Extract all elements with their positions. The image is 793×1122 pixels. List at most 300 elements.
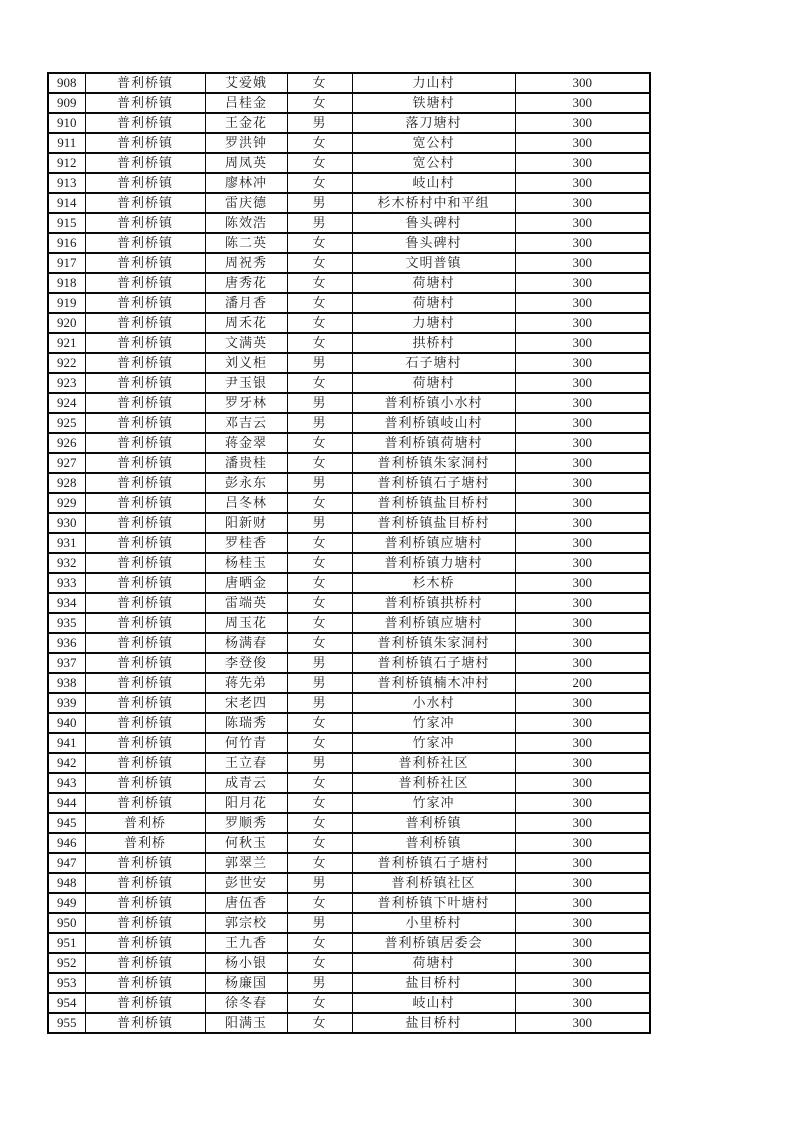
cell-gender: 女 xyxy=(287,313,352,333)
cell-gender: 男 xyxy=(287,753,352,773)
cell-gender: 男 xyxy=(287,673,352,693)
cell-town: 普利桥镇 xyxy=(85,953,205,973)
cell-gender: 女 xyxy=(287,593,352,613)
table-row xyxy=(48,413,650,433)
cell-serial: 933 xyxy=(48,573,85,593)
cell-amount: 300 xyxy=(515,753,650,773)
cell-amount: 300 xyxy=(515,953,650,973)
cell-person-name: 罗洪钟 xyxy=(205,133,287,153)
cell-serial: 931 xyxy=(48,533,85,553)
cell-town: 普利桥镇 xyxy=(85,313,205,333)
cell-town: 普利桥镇 xyxy=(85,493,205,513)
cell-town: 普利桥镇 xyxy=(85,373,205,393)
table-row xyxy=(48,873,650,893)
cell-village: 普利桥镇岐山村 xyxy=(352,413,515,433)
cell-town: 普利桥镇 xyxy=(85,153,205,173)
table-row xyxy=(48,313,650,333)
cell-town: 普利桥镇 xyxy=(85,613,205,633)
cell-gender: 女 xyxy=(287,553,352,573)
cell-gender: 男 xyxy=(287,653,352,673)
cell-gender: 男 xyxy=(287,873,352,893)
cell-person-name: 郭翠兰 xyxy=(205,853,287,873)
cell-gender: 女 xyxy=(287,893,352,913)
cell-gender: 女 xyxy=(287,633,352,653)
cell-village: 盐目桥村 xyxy=(352,973,515,993)
cell-gender: 女 xyxy=(287,493,352,513)
cell-serial: 948 xyxy=(48,873,85,893)
cell-amount: 300 xyxy=(515,873,650,893)
cell-village: 杉木桥村中和平组 xyxy=(352,193,515,213)
cell-amount: 300 xyxy=(515,393,650,413)
cell-amount: 300 xyxy=(515,113,650,133)
cell-gender: 女 xyxy=(287,73,352,93)
cell-serial: 918 xyxy=(48,273,85,293)
cell-gender: 女 xyxy=(287,433,352,453)
cell-town: 普利桥 xyxy=(85,813,205,833)
cell-town: 普利桥镇 xyxy=(85,993,205,1013)
table-row xyxy=(48,633,650,653)
cell-amount: 300 xyxy=(515,813,650,833)
cell-serial: 946 xyxy=(48,833,85,853)
cell-gender: 女 xyxy=(287,713,352,733)
table-body xyxy=(48,73,650,1033)
cell-village: 普利桥镇石子塘村 xyxy=(352,473,515,493)
table-row xyxy=(48,593,650,613)
cell-town: 普利桥镇 xyxy=(85,353,205,373)
cell-amount: 300 xyxy=(515,1013,650,1033)
cell-village: 岐山村 xyxy=(352,993,515,1013)
cell-town: 普利桥镇 xyxy=(85,133,205,153)
cell-serial: 917 xyxy=(48,253,85,273)
cell-person-name: 陈效浩 xyxy=(205,213,287,233)
cell-serial: 938 xyxy=(48,673,85,693)
cell-person-name: 杨桂玉 xyxy=(205,553,287,573)
table-row xyxy=(48,93,650,113)
cell-village: 普利桥镇下叶塘村 xyxy=(352,893,515,913)
table-row xyxy=(48,753,650,773)
cell-town: 普利桥镇 xyxy=(85,453,205,473)
cell-person-name: 阳月花 xyxy=(205,793,287,813)
cell-serial: 912 xyxy=(48,153,85,173)
cell-gender: 女 xyxy=(287,233,352,253)
cell-town: 普利桥镇 xyxy=(85,293,205,313)
table-row xyxy=(48,153,650,173)
cell-gender: 女 xyxy=(287,533,352,553)
cell-serial: 939 xyxy=(48,693,85,713)
cell-village: 荷塘村 xyxy=(352,273,515,293)
cell-gender: 女 xyxy=(287,813,352,833)
cell-serial: 949 xyxy=(48,893,85,913)
cell-person-name: 邓吉云 xyxy=(205,413,287,433)
cell-town: 普利桥镇 xyxy=(85,113,205,133)
cell-amount: 300 xyxy=(515,553,650,573)
table-row xyxy=(48,113,650,133)
cell-village: 普利桥镇拱桥村 xyxy=(352,593,515,613)
cell-gender: 女 xyxy=(287,373,352,393)
cell-amount: 300 xyxy=(515,413,650,433)
cell-amount: 300 xyxy=(515,653,650,673)
cell-village: 普利桥社区 xyxy=(352,773,515,793)
cell-serial: 932 xyxy=(48,553,85,573)
cell-person-name: 阳满玉 xyxy=(205,1013,287,1033)
cell-town: 普利桥镇 xyxy=(85,233,205,253)
cell-village: 鲁头碑村 xyxy=(352,213,515,233)
cell-person-name: 艾爱娥 xyxy=(205,73,287,93)
table-row xyxy=(48,793,650,813)
cell-person-name: 陈二英 xyxy=(205,233,287,253)
cell-town: 普利桥镇 xyxy=(85,873,205,893)
cell-gender: 女 xyxy=(287,1013,352,1033)
cell-gender: 女 xyxy=(287,253,352,273)
cell-village: 普利桥镇小水村 xyxy=(352,393,515,413)
cell-amount: 300 xyxy=(515,693,650,713)
cell-town: 普利桥镇 xyxy=(85,633,205,653)
cell-person-name: 周祝秀 xyxy=(205,253,287,273)
cell-village: 普利桥镇朱家洞村 xyxy=(352,633,515,653)
table-row xyxy=(48,773,650,793)
cell-gender: 男 xyxy=(287,973,352,993)
cell-gender: 女 xyxy=(287,273,352,293)
cell-person-name: 潘月香 xyxy=(205,293,287,313)
table-row xyxy=(48,833,650,853)
cell-serial: 954 xyxy=(48,993,85,1013)
cell-person-name: 杨小银 xyxy=(205,953,287,973)
cell-serial: 908 xyxy=(48,73,85,93)
cell-serial: 955 xyxy=(48,1013,85,1033)
cell-village: 小里桥村 xyxy=(352,913,515,933)
cell-village: 拱桥村 xyxy=(352,333,515,353)
cell-village: 普利桥镇荷塘村 xyxy=(352,433,515,453)
cell-amount: 300 xyxy=(515,373,650,393)
cell-amount: 300 xyxy=(515,993,650,1013)
cell-serial: 930 xyxy=(48,513,85,533)
cell-gender: 女 xyxy=(287,293,352,313)
cell-serial: 936 xyxy=(48,633,85,653)
cell-serial: 943 xyxy=(48,773,85,793)
cell-village: 铁塘村 xyxy=(352,93,515,113)
table-row xyxy=(48,893,650,913)
cell-gender: 女 xyxy=(287,953,352,973)
cell-amount: 300 xyxy=(515,713,650,733)
cell-town: 普利桥镇 xyxy=(85,93,205,113)
cell-serial: 923 xyxy=(48,373,85,393)
cell-amount: 300 xyxy=(515,633,650,653)
cell-gender: 女 xyxy=(287,833,352,853)
cell-amount: 300 xyxy=(515,793,650,813)
table-row xyxy=(48,613,650,633)
cell-serial: 937 xyxy=(48,653,85,673)
cell-village: 普利桥社区 xyxy=(352,753,515,773)
cell-amount: 300 xyxy=(515,93,650,113)
cell-person-name: 唐秀花 xyxy=(205,273,287,293)
cell-gender: 女 xyxy=(287,993,352,1013)
cell-amount: 300 xyxy=(515,593,650,613)
cell-town: 普利桥镇 xyxy=(85,933,205,953)
cell-town: 普利桥镇 xyxy=(85,573,205,593)
table-row xyxy=(48,73,650,93)
cell-village: 普利桥镇石子塘村 xyxy=(352,853,515,873)
table-row xyxy=(48,173,650,193)
cell-serial: 921 xyxy=(48,333,85,353)
cell-serial: 947 xyxy=(48,853,85,873)
cell-serial: 927 xyxy=(48,453,85,473)
cell-town: 普利桥镇 xyxy=(85,73,205,93)
cell-gender: 女 xyxy=(287,333,352,353)
cell-town: 普利桥镇 xyxy=(85,773,205,793)
cell-amount: 300 xyxy=(515,533,650,553)
cell-serial: 944 xyxy=(48,793,85,813)
cell-person-name: 雷庆德 xyxy=(205,193,287,213)
cell-gender: 女 xyxy=(287,773,352,793)
table-row xyxy=(48,973,650,993)
cell-serial: 915 xyxy=(48,213,85,233)
table-row xyxy=(48,213,650,233)
cell-village: 普利桥镇社区 xyxy=(352,873,515,893)
cell-town: 普利桥镇 xyxy=(85,413,205,433)
cell-person-name: 宋老四 xyxy=(205,693,287,713)
cell-person-name: 吕冬林 xyxy=(205,493,287,513)
cell-person-name: 唐晒金 xyxy=(205,573,287,593)
cell-village: 普利桥镇石子塘村 xyxy=(352,653,515,673)
cell-amount: 300 xyxy=(515,213,650,233)
cell-village: 普利桥镇朱家洞村 xyxy=(352,453,515,473)
cell-gender: 男 xyxy=(287,693,352,713)
cell-amount: 300 xyxy=(515,933,650,953)
cell-village: 普利桥镇楠木冲村 xyxy=(352,673,515,693)
cell-gender: 男 xyxy=(287,193,352,213)
cell-person-name: 杨廉国 xyxy=(205,973,287,993)
table-row xyxy=(48,553,650,573)
cell-amount: 300 xyxy=(515,473,650,493)
cell-village: 力塘村 xyxy=(352,313,515,333)
cell-serial: 920 xyxy=(48,313,85,333)
cell-gender: 女 xyxy=(287,173,352,193)
cell-village: 竹家冲 xyxy=(352,793,515,813)
cell-gender: 女 xyxy=(287,933,352,953)
table-row xyxy=(48,1013,650,1033)
cell-town: 普利桥镇 xyxy=(85,253,205,273)
cell-gender: 女 xyxy=(287,733,352,753)
table-row xyxy=(48,853,650,873)
cell-gender: 男 xyxy=(287,353,352,373)
cell-village: 宽公村 xyxy=(352,153,515,173)
cell-person-name: 罗顺秀 xyxy=(205,813,287,833)
cell-person-name: 尹玉银 xyxy=(205,373,287,393)
cell-village: 普利桥镇 xyxy=(352,813,515,833)
cell-village: 杉木桥 xyxy=(352,573,515,593)
table-row xyxy=(48,333,650,353)
cell-amount: 300 xyxy=(515,613,650,633)
cell-person-name: 阳新财 xyxy=(205,513,287,533)
cell-town: 普利桥镇 xyxy=(85,173,205,193)
table-row xyxy=(48,673,650,693)
cell-town: 普利桥镇 xyxy=(85,333,205,353)
table-row xyxy=(48,493,650,513)
cell-person-name: 廖林冲 xyxy=(205,173,287,193)
cell-person-name: 何秋玉 xyxy=(205,833,287,853)
cell-person-name: 雷端英 xyxy=(205,593,287,613)
cell-village: 宽公村 xyxy=(352,133,515,153)
cell-town: 普利桥镇 xyxy=(85,973,205,993)
table-row xyxy=(48,913,650,933)
cell-gender: 女 xyxy=(287,613,352,633)
cell-village: 竹家冲 xyxy=(352,733,515,753)
cell-person-name: 罗牙林 xyxy=(205,393,287,413)
cell-person-name: 吕桂金 xyxy=(205,93,287,113)
cell-person-name: 王立春 xyxy=(205,753,287,773)
cell-amount: 300 xyxy=(515,313,650,333)
cell-village: 普利桥镇力塘村 xyxy=(352,553,515,573)
cell-town: 普利桥镇 xyxy=(85,913,205,933)
cell-serial: 916 xyxy=(48,233,85,253)
cell-person-name: 唐伍香 xyxy=(205,893,287,913)
cell-gender: 男 xyxy=(287,413,352,433)
cell-person-name: 杨满春 xyxy=(205,633,287,653)
cell-person-name: 蒋先弟 xyxy=(205,673,287,693)
cell-gender: 女 xyxy=(287,793,352,813)
cell-gender: 女 xyxy=(287,93,352,113)
table-row xyxy=(48,693,650,713)
cell-village: 普利桥镇居委会 xyxy=(352,933,515,953)
cell-town: 普利桥镇 xyxy=(85,713,205,733)
table-row xyxy=(48,293,650,313)
cell-person-name: 彭世安 xyxy=(205,873,287,893)
table-row xyxy=(48,193,650,213)
cell-village: 普利桥镇盐目桥村 xyxy=(352,513,515,533)
cell-town: 普利桥镇 xyxy=(85,693,205,713)
cell-serial: 951 xyxy=(48,933,85,953)
cell-gender: 男 xyxy=(287,913,352,933)
cell-village: 荷塘村 xyxy=(352,953,515,973)
cell-person-name: 何竹青 xyxy=(205,733,287,753)
cell-amount: 300 xyxy=(515,333,650,353)
cell-amount: 300 xyxy=(515,153,650,173)
cell-village: 荷塘村 xyxy=(352,293,515,313)
cell-serial: 953 xyxy=(48,973,85,993)
cell-serial: 935 xyxy=(48,613,85,633)
cell-amount: 200 xyxy=(515,673,650,693)
cell-town: 普利桥镇 xyxy=(85,653,205,673)
table-row xyxy=(48,993,650,1013)
cell-village: 小水村 xyxy=(352,693,515,713)
cell-serial: 913 xyxy=(48,173,85,193)
table-row xyxy=(48,733,650,753)
cell-town: 普利桥镇 xyxy=(85,593,205,613)
cell-person-name: 刘义柜 xyxy=(205,353,287,373)
cell-gender: 男 xyxy=(287,473,352,493)
table-row xyxy=(48,253,650,273)
cell-gender: 男 xyxy=(287,513,352,533)
cell-amount: 300 xyxy=(515,853,650,873)
table-row xyxy=(48,653,650,673)
table-row xyxy=(48,133,650,153)
cell-serial: 934 xyxy=(48,593,85,613)
cell-village: 竹家冲 xyxy=(352,713,515,733)
cell-town: 普利桥镇 xyxy=(85,273,205,293)
cell-amount: 300 xyxy=(515,73,650,93)
cell-village: 荷塘村 xyxy=(352,373,515,393)
cell-town: 普利桥镇 xyxy=(85,533,205,553)
cell-amount: 300 xyxy=(515,293,650,313)
cell-amount: 300 xyxy=(515,273,650,293)
cell-person-name: 文满英 xyxy=(205,333,287,353)
table-row xyxy=(48,393,650,413)
cell-serial: 924 xyxy=(48,393,85,413)
table-row xyxy=(48,533,650,553)
cell-gender: 女 xyxy=(287,573,352,593)
cell-town: 普利桥镇 xyxy=(85,513,205,533)
cell-person-name: 蒋金翠 xyxy=(205,433,287,453)
cell-town: 普利桥镇 xyxy=(85,853,205,873)
cell-amount: 300 xyxy=(515,893,650,913)
cell-amount: 300 xyxy=(515,433,650,453)
cell-serial: 914 xyxy=(48,193,85,213)
cell-village: 普利桥镇应塘村 xyxy=(352,533,515,553)
table-row xyxy=(48,473,650,493)
table-row xyxy=(48,353,650,373)
cell-serial: 926 xyxy=(48,433,85,453)
cell-town: 普利桥镇 xyxy=(85,213,205,233)
cell-amount: 300 xyxy=(515,173,650,193)
cell-gender: 男 xyxy=(287,213,352,233)
table-row xyxy=(48,433,650,453)
cell-town: 普利桥镇 xyxy=(85,733,205,753)
beneficiary-table xyxy=(47,72,651,1034)
cell-person-name: 王金花 xyxy=(205,113,287,133)
cell-amount: 300 xyxy=(515,913,650,933)
cell-town: 普利桥镇 xyxy=(85,1013,205,1033)
cell-serial: 942 xyxy=(48,753,85,773)
cell-gender: 女 xyxy=(287,853,352,873)
cell-gender: 女 xyxy=(287,153,352,173)
cell-amount: 300 xyxy=(515,493,650,513)
cell-village: 文明普镇 xyxy=(352,253,515,273)
cell-town: 普利桥镇 xyxy=(85,193,205,213)
cell-village: 落刀塘村 xyxy=(352,113,515,133)
cell-serial: 945 xyxy=(48,813,85,833)
cell-village: 岐山村 xyxy=(352,173,515,193)
cell-person-name: 彭永东 xyxy=(205,473,287,493)
table-row xyxy=(48,453,650,473)
cell-serial: 911 xyxy=(48,133,85,153)
cell-person-name: 潘贵桂 xyxy=(205,453,287,473)
cell-town: 普利桥镇 xyxy=(85,793,205,813)
cell-serial: 952 xyxy=(48,953,85,973)
cell-amount: 300 xyxy=(515,453,650,473)
cell-person-name: 周玉花 xyxy=(205,613,287,633)
cell-village: 普利桥镇 xyxy=(352,833,515,853)
cell-town: 普利桥镇 xyxy=(85,553,205,573)
cell-gender: 女 xyxy=(287,453,352,473)
cell-person-name: 周凤英 xyxy=(205,153,287,173)
cell-town: 普利桥 xyxy=(85,833,205,853)
cell-serial: 910 xyxy=(48,113,85,133)
cell-person-name: 成青云 xyxy=(205,773,287,793)
cell-serial: 925 xyxy=(48,413,85,433)
cell-town: 普利桥镇 xyxy=(85,433,205,453)
cell-person-name: 周禾花 xyxy=(205,313,287,333)
cell-amount: 300 xyxy=(515,193,650,213)
table-row xyxy=(48,373,650,393)
table-row xyxy=(48,273,650,293)
cell-village: 石子塘村 xyxy=(352,353,515,373)
cell-amount: 300 xyxy=(515,353,650,373)
table-row xyxy=(48,513,650,533)
cell-village: 普利桥镇盐目桥村 xyxy=(352,493,515,513)
cell-person-name: 王九香 xyxy=(205,933,287,953)
cell-village: 普利桥镇应塘村 xyxy=(352,613,515,633)
cell-gender: 女 xyxy=(287,133,352,153)
